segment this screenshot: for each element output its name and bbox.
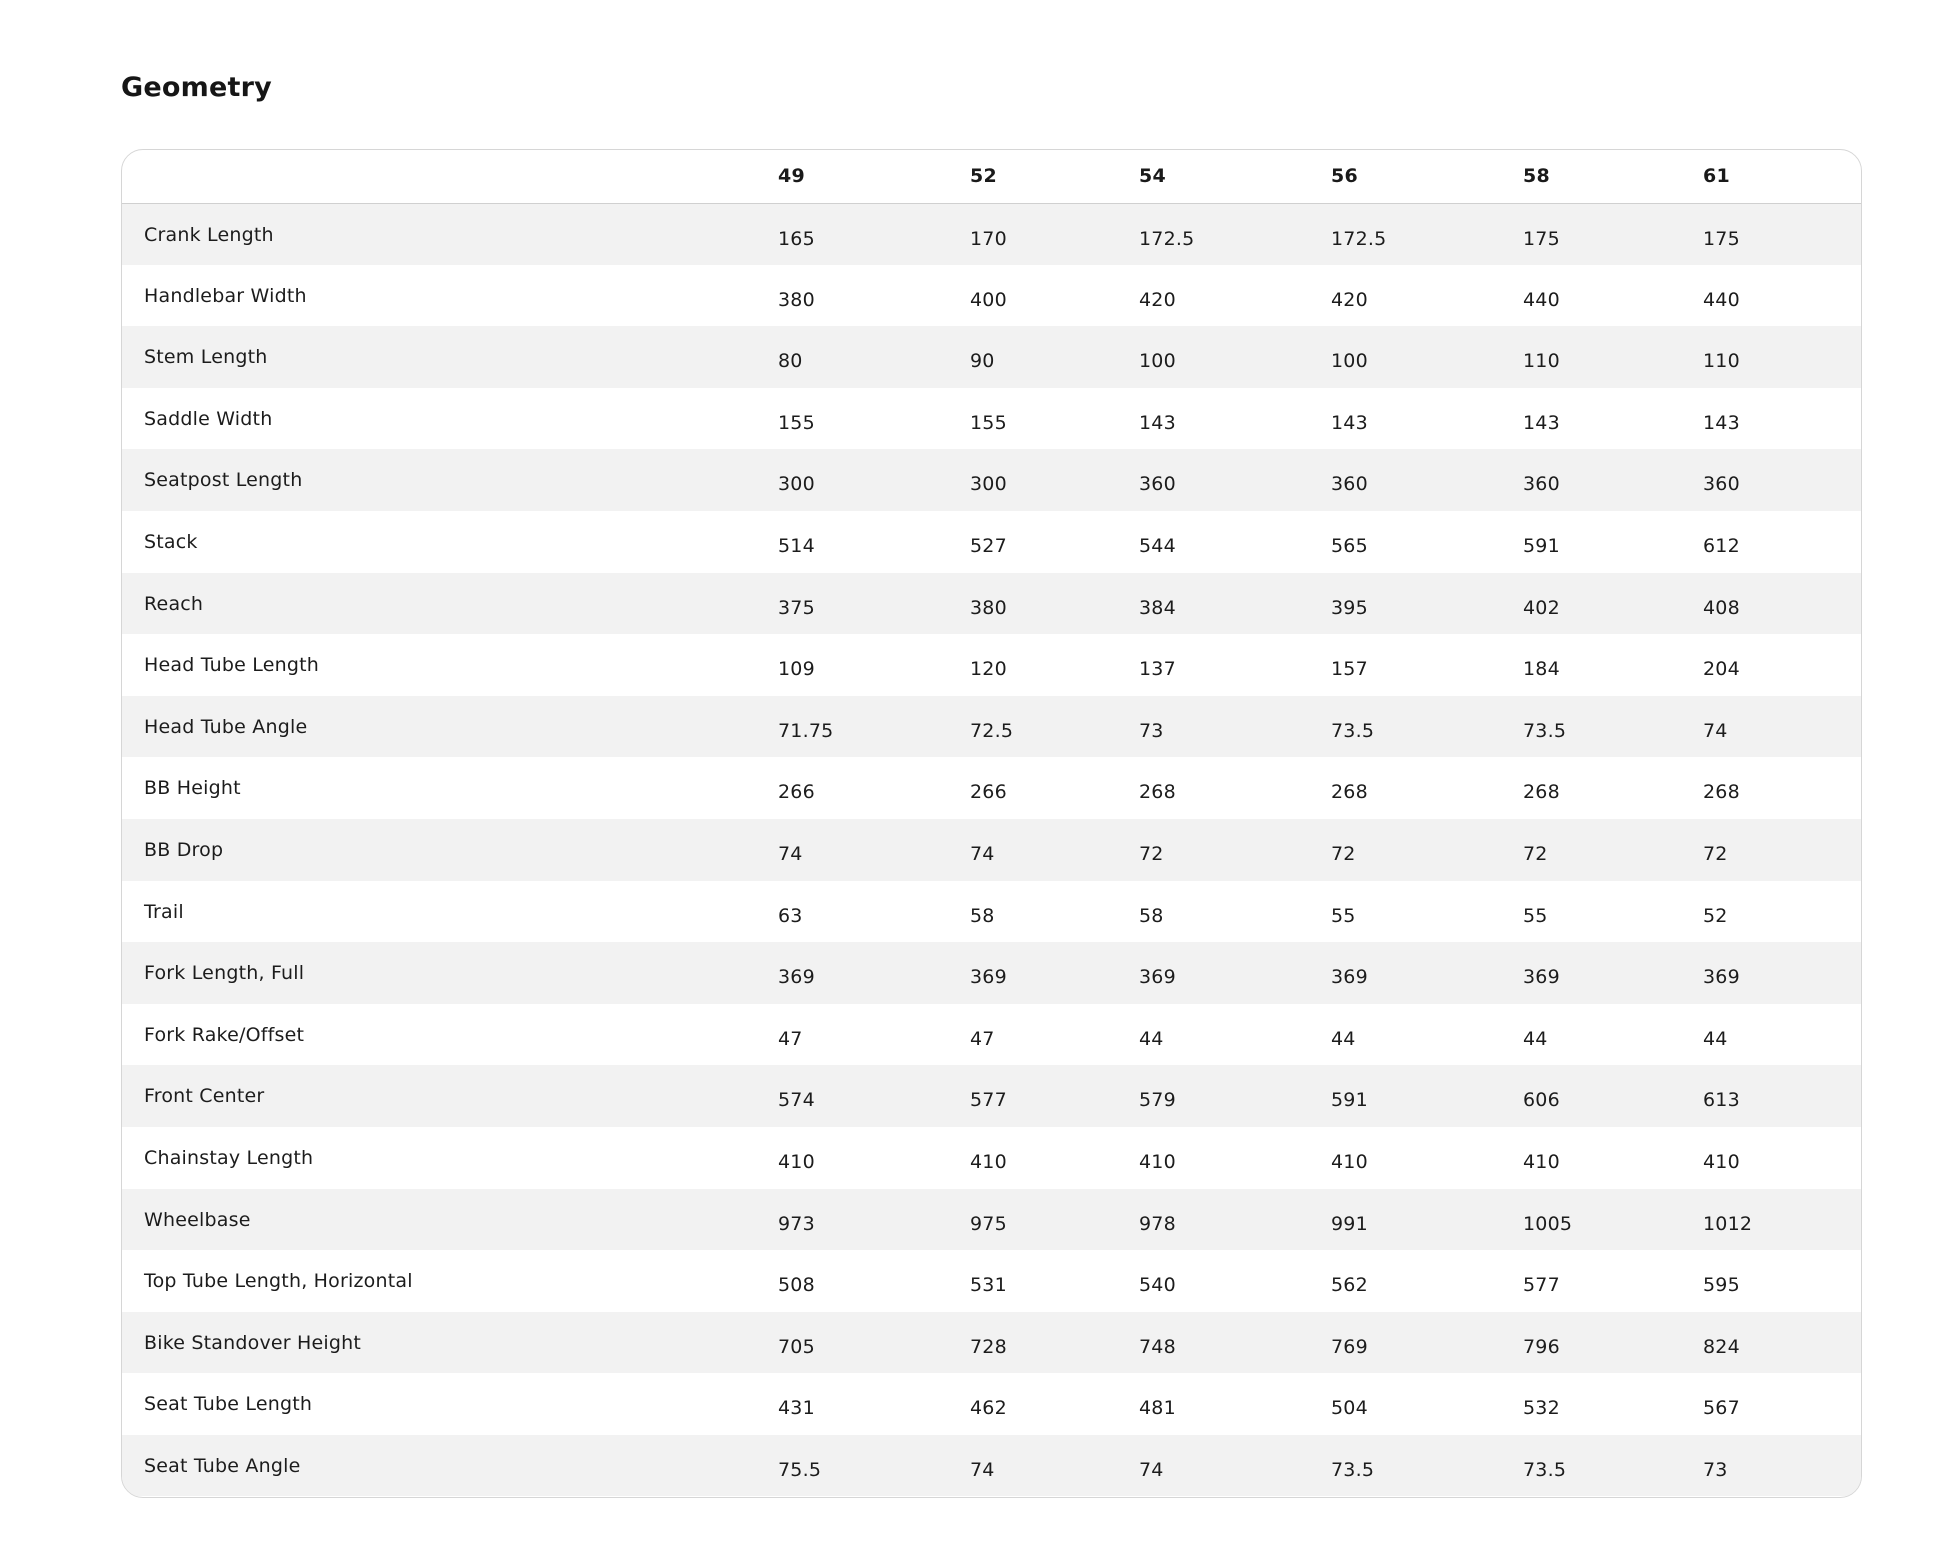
table-cell: 975 [970,1212,1007,1235]
table-row [122,1189,1861,1251]
size-header: 61 [1703,150,1861,203]
table-cell: 360 [1523,473,1560,496]
table-cell: 531 [970,1274,1007,1297]
table-cell: 110 [1523,350,1560,373]
row-label: BB Height [144,777,241,800]
table-cell: 143 [1523,411,1560,434]
table-cell: 175 [1703,227,1740,250]
table-row [122,511,1861,573]
table-cell: 540 [1139,1274,1176,1297]
table-cell: 172.5 [1331,227,1387,250]
table-cell: 73.5 [1523,719,1567,742]
table-row [122,265,1861,327]
table-cell: 410 [1703,1150,1740,1173]
table-cell: 504 [1331,1397,1368,1420]
table-cell: 410 [1331,1150,1368,1173]
table-cell: 824 [1703,1335,1740,1358]
table-cell: 44 [1331,1027,1356,1050]
table-cell: 991 [1331,1212,1368,1235]
table-cell: 410 [778,1150,815,1173]
table-cell: 172.5 [1139,227,1195,250]
geometry-table [122,150,1861,1496]
table-cell: 72 [1139,842,1164,865]
table-cell: 73 [1703,1458,1728,1481]
table-row [122,1435,1861,1497]
table-cell: 268 [1703,781,1740,804]
table-cell: 72.5 [970,719,1014,742]
table-cell: 1005 [1523,1212,1573,1235]
table-cell: 369 [778,966,815,989]
table-cell: 73 [1139,719,1164,742]
table-cell: 268 [1139,781,1176,804]
table-cell: 143 [1331,411,1368,434]
row-label: Top Tube Length, Horizontal [144,1270,413,1293]
table-cell: 55 [1331,904,1356,927]
table-cell: 100 [1331,350,1368,373]
table-row [122,1250,1861,1312]
table-cell: 380 [778,288,815,311]
section-title: Geometry [121,72,272,103]
table-cell: 400 [970,288,1007,311]
table-cell: 402 [1523,596,1560,619]
table-cell: 591 [1523,534,1560,557]
row-label: Bike Standover Height [144,1331,362,1354]
table-cell: 705 [778,1335,815,1358]
table-cell: 74 [778,842,803,865]
table-cell: 58 [1139,904,1164,927]
table-row [122,388,1861,450]
table-cell: 384 [1139,596,1176,619]
table-row [122,1065,1861,1127]
table-cell: 440 [1703,288,1740,311]
row-label: Fork Length, Full [144,962,305,985]
row-label: Seat Tube Angle [144,1454,301,1477]
table-cell: 170 [970,227,1007,250]
row-label: BB Drop [144,838,224,861]
table-cell: 143 [1139,411,1176,434]
row-label: Crank Length [144,223,274,246]
table-row [122,1373,1861,1435]
table-cell: 532 [1523,1397,1560,1420]
table-cell: 110 [1703,350,1740,373]
table-cell: 52 [1703,904,1728,927]
table-cell: 527 [970,534,1007,557]
table-header-row [122,150,1861,203]
table-cell: 157 [1331,658,1368,681]
table-cell: 567 [1703,1397,1740,1420]
table-row [122,573,1861,635]
table-cell: 574 [778,1089,815,1112]
table-cell: 360 [1331,473,1368,496]
table-cell: 300 [778,473,815,496]
table-cell: 360 [1703,473,1740,496]
row-label: Chainstay Length [144,1146,314,1169]
row-label: Head Tube Length [144,654,320,677]
table-cell: 137 [1139,658,1176,681]
table-cell: 175 [1523,227,1560,250]
table-cell: 613 [1703,1089,1740,1112]
table-cell: 74 [970,1458,995,1481]
table-row [122,634,1861,696]
table-row [122,203,1861,265]
row-label: Trail [144,900,184,923]
size-header: 56 [1331,150,1523,203]
table-cell: 109 [778,658,815,681]
table-cell: 369 [1523,966,1560,989]
table-cell: 579 [1139,1089,1176,1112]
table-cell: 184 [1523,658,1560,681]
table-cell: 565 [1331,534,1368,557]
table-row [122,819,1861,881]
table-cell: 481 [1139,1397,1176,1420]
row-label: Seatpost Length [144,469,303,492]
table-row [122,942,1861,1004]
row-label: Stack [144,530,198,553]
row-label: Seat Tube Length [144,1393,313,1416]
table-cell: 577 [1523,1274,1560,1297]
table-cell: 796 [1523,1335,1560,1358]
table-cell: 63 [778,904,803,927]
table-row [122,1312,1861,1374]
table-row [122,757,1861,819]
table-cell: 360 [1139,473,1176,496]
table-cell: 72 [1703,842,1728,865]
table-cell: 165 [778,227,815,250]
table-body [122,203,1861,1496]
table-cell: 74 [970,842,995,865]
table-cell: 375 [778,596,815,619]
table-cell: 47 [970,1027,995,1050]
corner-cell [122,150,778,203]
table-cell: 562 [1331,1274,1368,1297]
row-label: Handlebar Width [144,284,307,307]
table-row [122,696,1861,758]
table-cell: 612 [1703,534,1740,557]
table-cell: 204 [1703,658,1740,681]
table-cell: 769 [1331,1335,1368,1358]
table-cell: 514 [778,534,815,557]
table-cell: 266 [970,781,1007,804]
table-cell: 44 [1139,1027,1164,1050]
table-cell: 90 [970,350,995,373]
row-label: Head Tube Angle [144,715,308,738]
table-cell: 266 [778,781,815,804]
table-cell: 369 [1139,966,1176,989]
table-cell: 74 [1703,719,1728,742]
table-cell: 591 [1331,1089,1368,1112]
table-row [122,881,1861,943]
table-cell: 72 [1331,842,1356,865]
table-cell: 431 [778,1397,815,1420]
table-cell: 73.5 [1331,1458,1375,1481]
table-cell: 155 [778,411,815,434]
table-cell: 74 [1139,1458,1164,1481]
table-cell: 973 [778,1212,815,1235]
table-cell: 73.5 [1523,1458,1567,1481]
table-cell: 44 [1703,1027,1728,1050]
table-cell: 410 [970,1150,1007,1173]
table-cell: 58 [970,904,995,927]
row-label: Front Center [144,1085,265,1108]
table-cell: 1012 [1703,1212,1753,1235]
table-cell: 300 [970,473,1007,496]
row-label: Wheelbase [144,1208,251,1231]
table-cell: 508 [778,1274,815,1297]
table-cell: 71.75 [778,719,834,742]
table-cell: 369 [1703,966,1740,989]
table-cell: 728 [970,1335,1007,1358]
row-label: Reach [144,592,204,615]
table-cell: 606 [1523,1089,1560,1112]
table-cell: 748 [1139,1335,1176,1358]
table-cell: 73.5 [1331,719,1375,742]
table-cell: 100 [1139,350,1176,373]
table-cell: 155 [970,411,1007,434]
table-cell: 369 [1331,966,1368,989]
table-cell: 410 [1139,1150,1176,1173]
table-cell: 55 [1523,904,1548,927]
table-cell: 268 [1331,781,1368,804]
table-cell: 44 [1523,1027,1548,1050]
table-cell: 380 [970,596,1007,619]
row-label: Stem Length [144,346,268,369]
table-cell: 440 [1523,288,1560,311]
table-cell: 143 [1703,411,1740,434]
table-cell: 577 [970,1089,1007,1112]
table-cell: 395 [1331,596,1368,619]
table-row [122,1004,1861,1066]
size-header: 58 [1523,150,1703,203]
table-cell: 268 [1523,781,1560,804]
row-label: Saddle Width [144,407,273,430]
table-cell: 544 [1139,534,1176,557]
table-cell: 47 [778,1027,803,1050]
table-cell: 75.5 [778,1458,822,1481]
size-header: 49 [778,150,970,203]
table-row [122,326,1861,388]
table-row [122,1127,1861,1189]
table-cell: 595 [1703,1274,1740,1297]
table-cell: 420 [1139,288,1176,311]
table-cell: 120 [970,658,1007,681]
geometry-table-card [121,149,1862,1498]
size-header: 54 [1139,150,1331,203]
table-cell: 420 [1331,288,1368,311]
row-label: Fork Rake/Offset [144,1023,305,1046]
table-cell: 462 [970,1397,1007,1420]
table-cell: 410 [1523,1150,1560,1173]
table-row [122,449,1861,511]
table-cell: 408 [1703,596,1740,619]
table-cell: 978 [1139,1212,1176,1235]
table-cell: 72 [1523,842,1548,865]
table-cell: 369 [970,966,1007,989]
size-header: 52 [970,150,1139,203]
table-cell: 80 [778,350,803,373]
